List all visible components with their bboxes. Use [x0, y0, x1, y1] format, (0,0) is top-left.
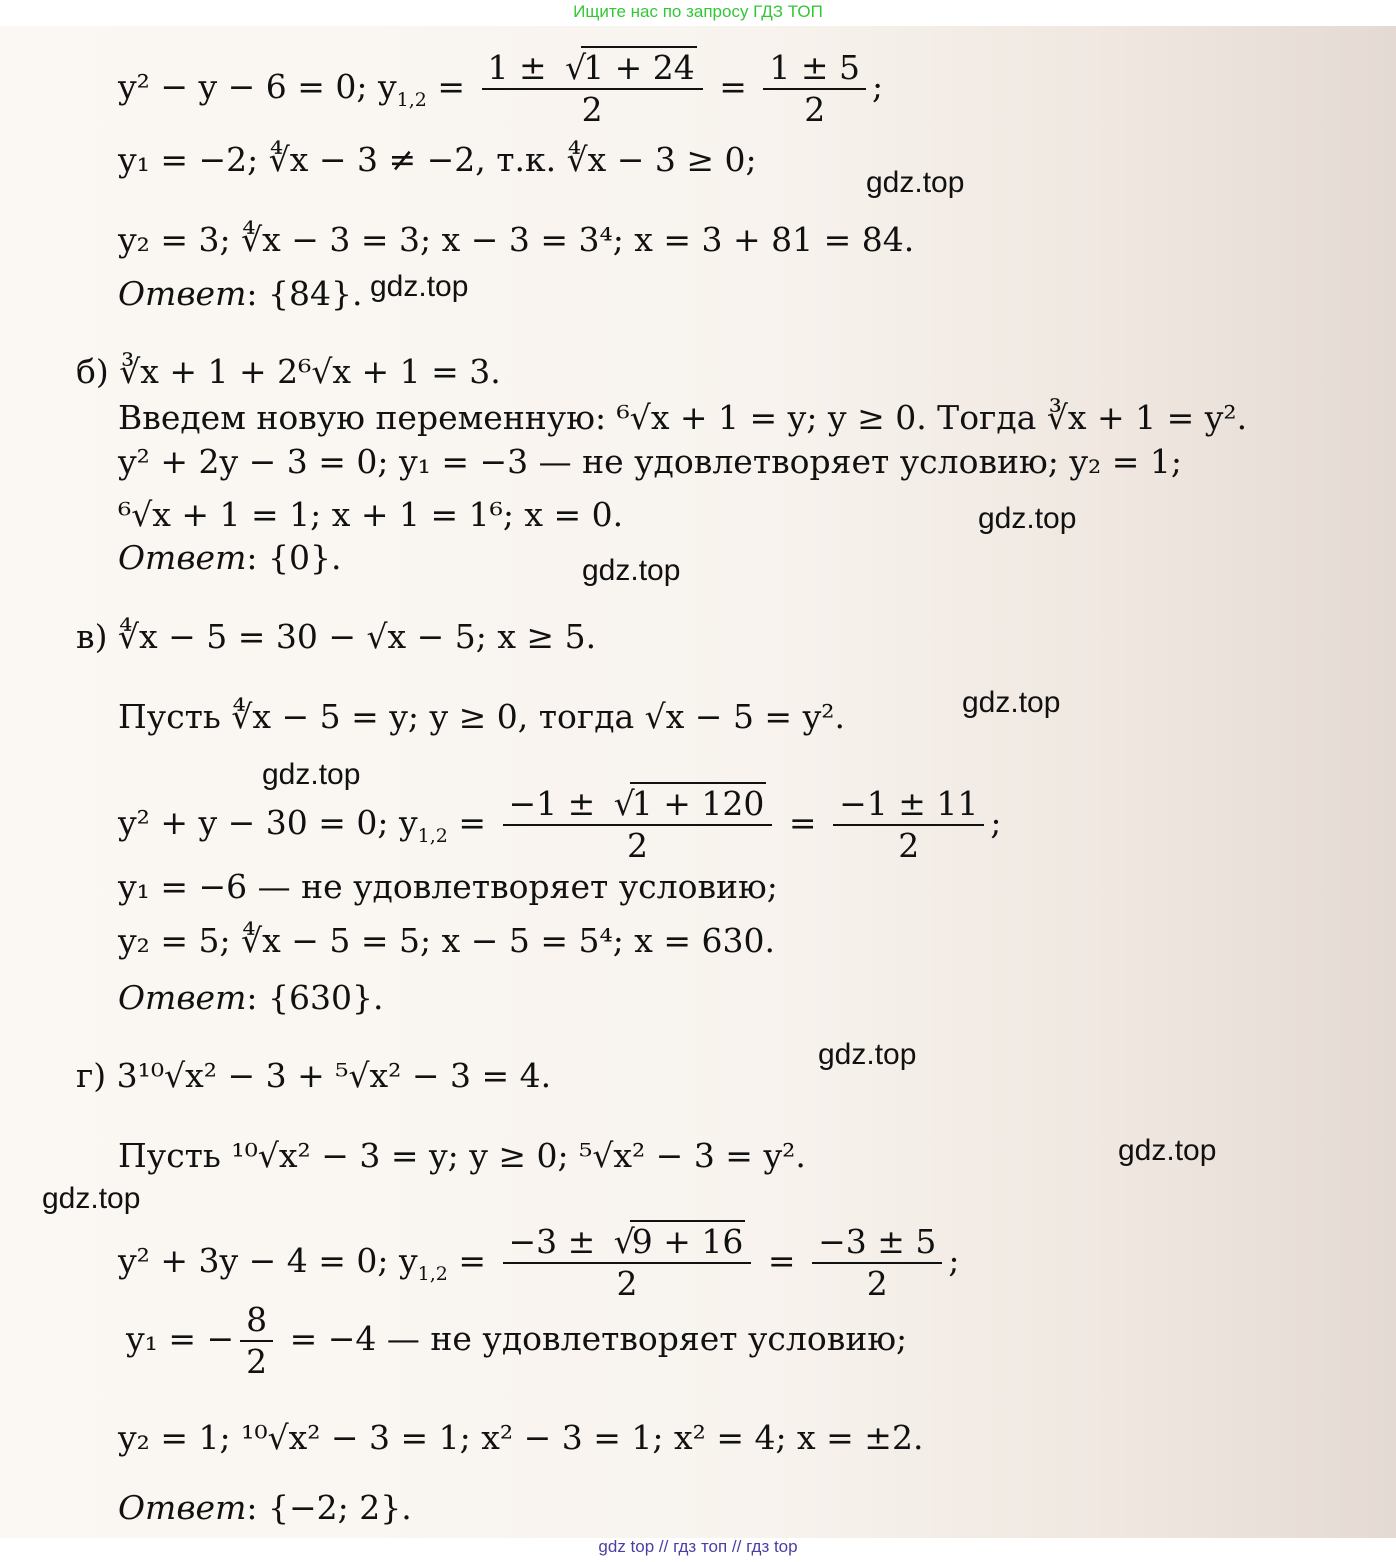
part-v-line-2: Пусть ∜x − 5 = y; y ≥ 0, тогда √x − 5 = y². [118, 697, 845, 736]
part-g-y1-numerator: 8 [240, 1300, 273, 1342]
part-a-subscript: 1,2 [396, 89, 427, 111]
part-a-equals: = [426, 67, 476, 106]
part-a-radicand: 1 + 24 [583, 48, 695, 87]
answer-label: Ответ [118, 274, 247, 313]
part-a-fraction-1-prefix: 1 ± [487, 48, 558, 87]
watermark: gdz.top [42, 1182, 141, 1215]
part-g-fraction-1-denominator: 2 [616, 1264, 638, 1303]
part-g-equation: y² + 3y − 4 = 0; y [118, 1241, 418, 1280]
part-b-line-2: Введем новую переменную: ⁶√x + 1 = y; y ≥ 0. Тогда ∛x + 1 = y². [118, 398, 1248, 437]
answer-value: : {−2; 2}. [246, 1488, 412, 1527]
part-g-radicand: 9 + 16 [631, 1222, 744, 1261]
part-g-equals: = [447, 1241, 497, 1280]
search-banner: Ищите нас по запросу ГДЗ ТОП [573, 2, 823, 21]
watermark: gdz.top [866, 166, 965, 199]
watermark: gdz.top [370, 270, 469, 303]
part-a-fraction-2 [763, 48, 866, 130]
answer-value: : {630}. [246, 978, 384, 1017]
part-a-line-3: y₂ = 3; ∜x − 3 = 3; x − 3 = 3⁴; x = 3 + 81 = 84. [118, 220, 915, 259]
part-v-line-3: y² + y − 30 = 0; $y_{1,2}$ = −1 ± √ 1 + 120 2 = $\frac{-1 \pm 11}{2}$ ; [118, 784, 1002, 865]
part-g-y1-suffix: = −4 — не удовлетворяет условию; [279, 1319, 908, 1358]
part-v-line-4: y₁ = −6 — не удовлетворяет условию; [118, 867, 778, 906]
part-g-y1-denominator: 2 [246, 1342, 268, 1381]
part-g-answer [118, 1488, 412, 1528]
part-v-fraction-1-denominator: 2 [626, 826, 648, 865]
answer-label: Ответ [118, 1488, 247, 1527]
part-b-line-3: y² + 2y − 3 = 0; y₁ = −3 — не удовлетворяет условию; y₂ = 1; [118, 442, 1182, 481]
part-v-answer [118, 978, 383, 1018]
part-a-fraction-1: 1 ± √ 1 + 24 2 [482, 48, 703, 130]
part-g-fraction-2-numerator: −3 ± 5 [812, 1222, 942, 1264]
part-a-equation: y² − y − 6 = 0; y [118, 67, 397, 106]
watermark: gdz.top [262, 758, 361, 791]
part-a-fraction-2-numerator: 1 ± 5 [763, 48, 866, 90]
answer-label: Ответ [118, 538, 247, 577]
part-g-fraction-2 [812, 1222, 942, 1304]
part-v-fraction-2 [833, 784, 984, 866]
part-g-line-4 [126, 1300, 907, 1382]
watermark: gdz.top [1118, 1134, 1217, 1167]
answer-value: : {0}. [246, 538, 342, 577]
part-b-answer [118, 538, 341, 578]
part-g-y1-prefix: y₁ = − [126, 1319, 235, 1358]
part-g-fraction-1-prefix: −3 ± [508, 1222, 606, 1261]
answer-value: : {84}. [246, 274, 363, 313]
part-v-line-5: y₂ = 5; ∜x − 5 = 5; x − 5 = 5⁴; x = 630. [118, 921, 776, 960]
footer-links[interactable]: gdz top // гдз топ // гдз top [598, 1537, 798, 1556]
part-g-fraction-1: −3 ± √ 9 + 16 2 [503, 1222, 752, 1304]
part-g-line-2: Пусть ¹⁰√x² − 3 = y; y ≥ 0; ⁵√x² − 3 = y². [118, 1136, 806, 1175]
watermark: gdz.top [962, 686, 1061, 719]
part-g-line-1: г) 3¹⁰√x² − 3 + ⁵√x² − 3 = 4. [76, 1056, 552, 1095]
part-v-fraction-2-numerator: −1 ± 11 [833, 784, 984, 826]
part-v-fraction-1: −1 ± √ 1 + 120 2 [503, 784, 773, 866]
watermark: gdz.top [582, 554, 681, 587]
part-g-line-3: y² + 3y − 4 = 0; $y_{1,2}$ = −3 ± √ 9 + 16 2 = $\frac{-3 \pm 5}{2}$ ; [118, 1222, 960, 1303]
part-a-line-1: y² − y − 6 = 0; $y_{1,2}$ = 1 ± √ 1 + 24 2 = $\frac{1 \pm 5}{2}$ ; [118, 48, 884, 129]
part-a-fraction-1-denominator: 2 [581, 90, 603, 129]
part-g-y1-fraction [240, 1300, 273, 1382]
part-v-radicand: 1 + 120 [631, 784, 765, 823]
part-v-line-1: в) ∜x − 5 = 30 − √x − 5; x ≥ 5. [76, 617, 597, 656]
part-v-fraction-1-prefix: −1 ± [508, 784, 606, 823]
part-g-subscript: 1,2 [417, 1263, 448, 1285]
part-a-fraction-2-denominator: 2 [804, 90, 826, 129]
part-b-line-1: б) ∛x + 1 + 2⁶√x + 1 = 3. [76, 352, 501, 391]
part-a-answer [118, 274, 362, 314]
part-v-equals: = [447, 803, 497, 842]
part-g-fraction-2-denominator: 2 [866, 1264, 888, 1303]
part-v-subscript: 1,2 [417, 825, 448, 847]
part-g-line-5: y₂ = 1; ¹⁰√x² − 3 = 1; x² − 3 = 1; x² = 4; x = ±2. [118, 1418, 924, 1457]
answer-label: Ответ [118, 978, 247, 1017]
watermark: gdz.top [978, 502, 1077, 535]
part-v-equation: y² + y − 30 = 0; y [118, 803, 418, 842]
part-a-line-2: y₁ = −2; ∜x − 3 ≠ −2, т.к. ∜x − 3 ≥ 0; [118, 140, 757, 179]
watermark: gdz.top [818, 1038, 917, 1071]
part-b-line-4: ⁶√x + 1 = 1; x + 1 = 1⁶; x = 0. [118, 495, 624, 534]
part-v-fraction-2-denominator: 2 [898, 826, 920, 865]
